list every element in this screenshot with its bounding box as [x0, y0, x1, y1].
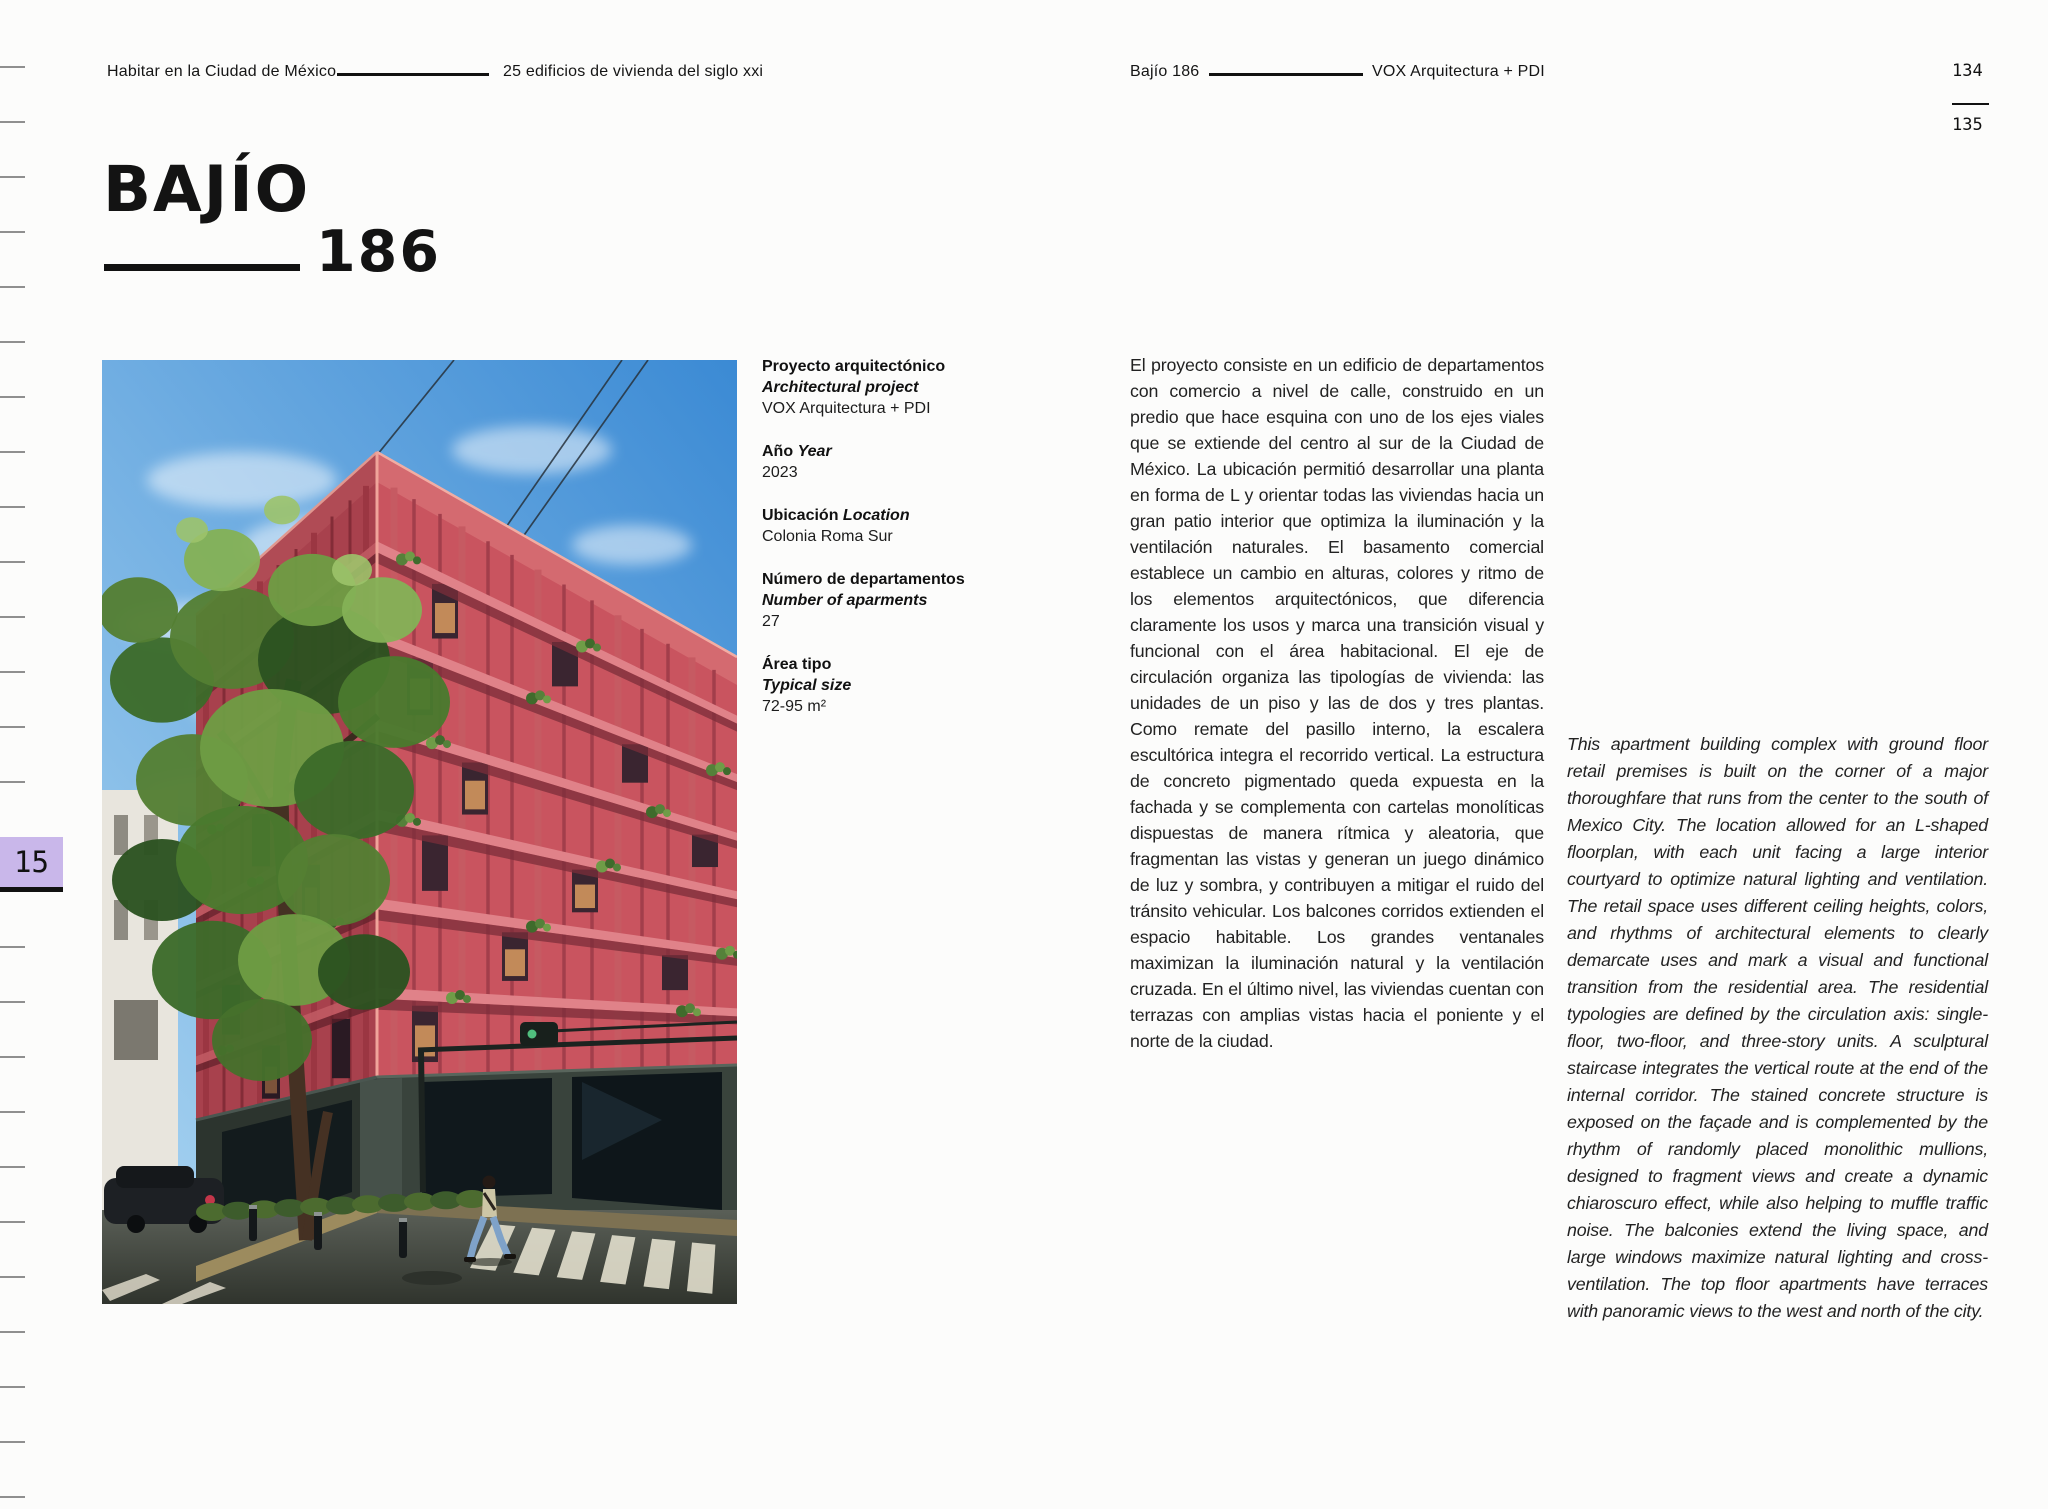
ruler-tick — [0, 121, 25, 123]
ruler-tick — [0, 1111, 25, 1113]
page-number-left: 134 — [1952, 61, 1983, 81]
ruler-tick — [0, 616, 25, 618]
chapter-number-badge: 15 — [0, 837, 63, 892]
running-head-book-title: Habitar en la Ciudad de México — [107, 63, 337, 80]
page-number-divider — [1952, 103, 1989, 105]
ruler-tick — [0, 1441, 25, 1443]
header-rule-left — [337, 73, 489, 76]
ruler-tick — [0, 506, 25, 508]
meta-label-en: Location — [842, 507, 910, 524]
ruler-tick — [0, 1496, 25, 1498]
body-text-spanish: El proyecto consiste en un edificio de departamentos con comercio a nivel de calle, construido en un predio que hace esquina con uno de los ejes viales que se extiende del centro al sur de la Ciudad de México. La ubicación permitió desarrollar una planta en forma de L y orientar todas las viviendas hacia un gran patio interior que optimiza la iluminación y la ventilación naturales. El basamento comercial establece un cambio en alturas, colores y ritmo de los elementos arquitectónicos, que diferencia claramente los usos y marca una transición visual y funcional con el área habitacional. El eje de circulación organiza las tipologías de vivienda: las unidades de un piso y las de dos y tres plantas. Como remate del pasillo interno, la escalera escultórica integra el recorrido vertical. La estructura de concreto pigmentado queda expuesta en la fachada y se complementa con cartelas monolíticas dispuestas de manera rítmica y aleatoria, que fragmentan las vistas y generan un juego dinámico de luz y sombra, y contribuyen a mitigar el ruido del tránsito vehicular. Los balcones corridos extienden el espacio habitable. Los grandes ventanales maximizan la iluminación natural y la ventilación cruzada. En el último nivel, las viviendas cuentan con terrazas con amplias vistas hacia el poniente y el norte de la ciudad. — [1130, 355, 1544, 1051]
ruler-tick — [0, 1221, 25, 1223]
meta-value: VOX Arquitectura + PDI — [762, 400, 931, 417]
meta-value: 27 — [762, 613, 780, 630]
ruler-tick — [0, 1056, 25, 1058]
ruler-tick — [0, 671, 25, 673]
page-numbers — [1952, 61, 1992, 135]
meta-year — [762, 441, 1000, 483]
meta-architectural-project — [762, 356, 1000, 419]
building-photo — [102, 360, 737, 1304]
ruler-tick — [0, 231, 25, 233]
ruler-tick — [0, 341, 25, 343]
running-head-project: Bajío 186 — [1130, 63, 1200, 80]
meta-label-es: Número de departamentos — [762, 571, 965, 588]
meta-label-en: Typical size — [762, 677, 852, 694]
meta-value: 72-95 m² — [762, 698, 827, 715]
ruler-tick — [0, 781, 25, 783]
project-title-number: 186 — [316, 219, 441, 285]
title-rule — [104, 264, 300, 271]
ruler-tick — [0, 1166, 25, 1168]
meta-label-en: Architectural project — [762, 379, 919, 396]
project-title: BAJÍO — [103, 153, 311, 226]
ruler-tick — [0, 561, 25, 563]
meta-label-es: Proyecto arquitectónico — [762, 358, 946, 375]
running-head-book-subtitle: 25 edificios de vivienda del siglo xxi — [503, 63, 764, 80]
ruler-tick — [0, 451, 25, 453]
meta-label-en: Year — [797, 443, 832, 460]
ruler-tick — [0, 286, 25, 288]
project-metadata — [762, 356, 1000, 739]
meta-value: Colonia Roma Sur — [762, 528, 893, 545]
header-rule-right — [1209, 73, 1363, 76]
ruler-tick — [0, 1331, 25, 1333]
meta-typical-size — [762, 654, 1000, 717]
ruler-tick — [0, 176, 25, 178]
meta-number-of-apartments — [762, 569, 1000, 632]
ruler-tick — [0, 946, 25, 948]
running-head-architect: VOX Arquitectura + PDI — [1372, 63, 1545, 80]
ruler-tick — [0, 1001, 25, 1003]
ruler-tick — [0, 396, 25, 398]
ruler-tick — [0, 726, 25, 728]
meta-label-es: Ubicación — [762, 507, 839, 524]
meta-location — [762, 505, 1000, 547]
ruler-tick — [0, 66, 25, 68]
project-title-number-row — [104, 219, 441, 285]
ruler-tick — [0, 1386, 25, 1388]
body-text-english: This apartment building complex with ground floor retail premises is built on the corner of a major thoroughfare that runs from the center to the south of Mexico City. The location allowed for an L-shaped floorplan, with each unit facing a large interior courtyard to optimize natural lighting and ventilation. The retail space uses different ceiling heights, colors, and rhythms of architectural elements to clearly demarcate uses and mark a visual and functional transition from the residential area. The residential typologies are defined by the circulation axis: single-floor, two-floor, and three-story units. A sculptural staircase integrates the vertical route at the end of the internal corridor. The stained concrete structure is exposed on the façade and is complemented by the rhythm of randomly placed monolithic mullions, designed to fragment views and create a dynamic chiaroscuro effect, while also helping to muffle traffic noise. The balconies extend the living space, and large windows maximize natural lighting and cross-ventilation. The top floor apartments have terraces with panoramic views to the west and north of the city. — [1567, 734, 1988, 1321]
meta-label-en: Number of aparments — [762, 592, 928, 609]
meta-label-es: Área tipo — [762, 656, 832, 673]
ruler-tick — [0, 1276, 25, 1278]
meta-value: 2023 — [762, 464, 798, 481]
manhole — [402, 1271, 462, 1285]
page-number-right: 135 — [1952, 115, 1983, 135]
meta-label-es: Año — [762, 443, 794, 460]
